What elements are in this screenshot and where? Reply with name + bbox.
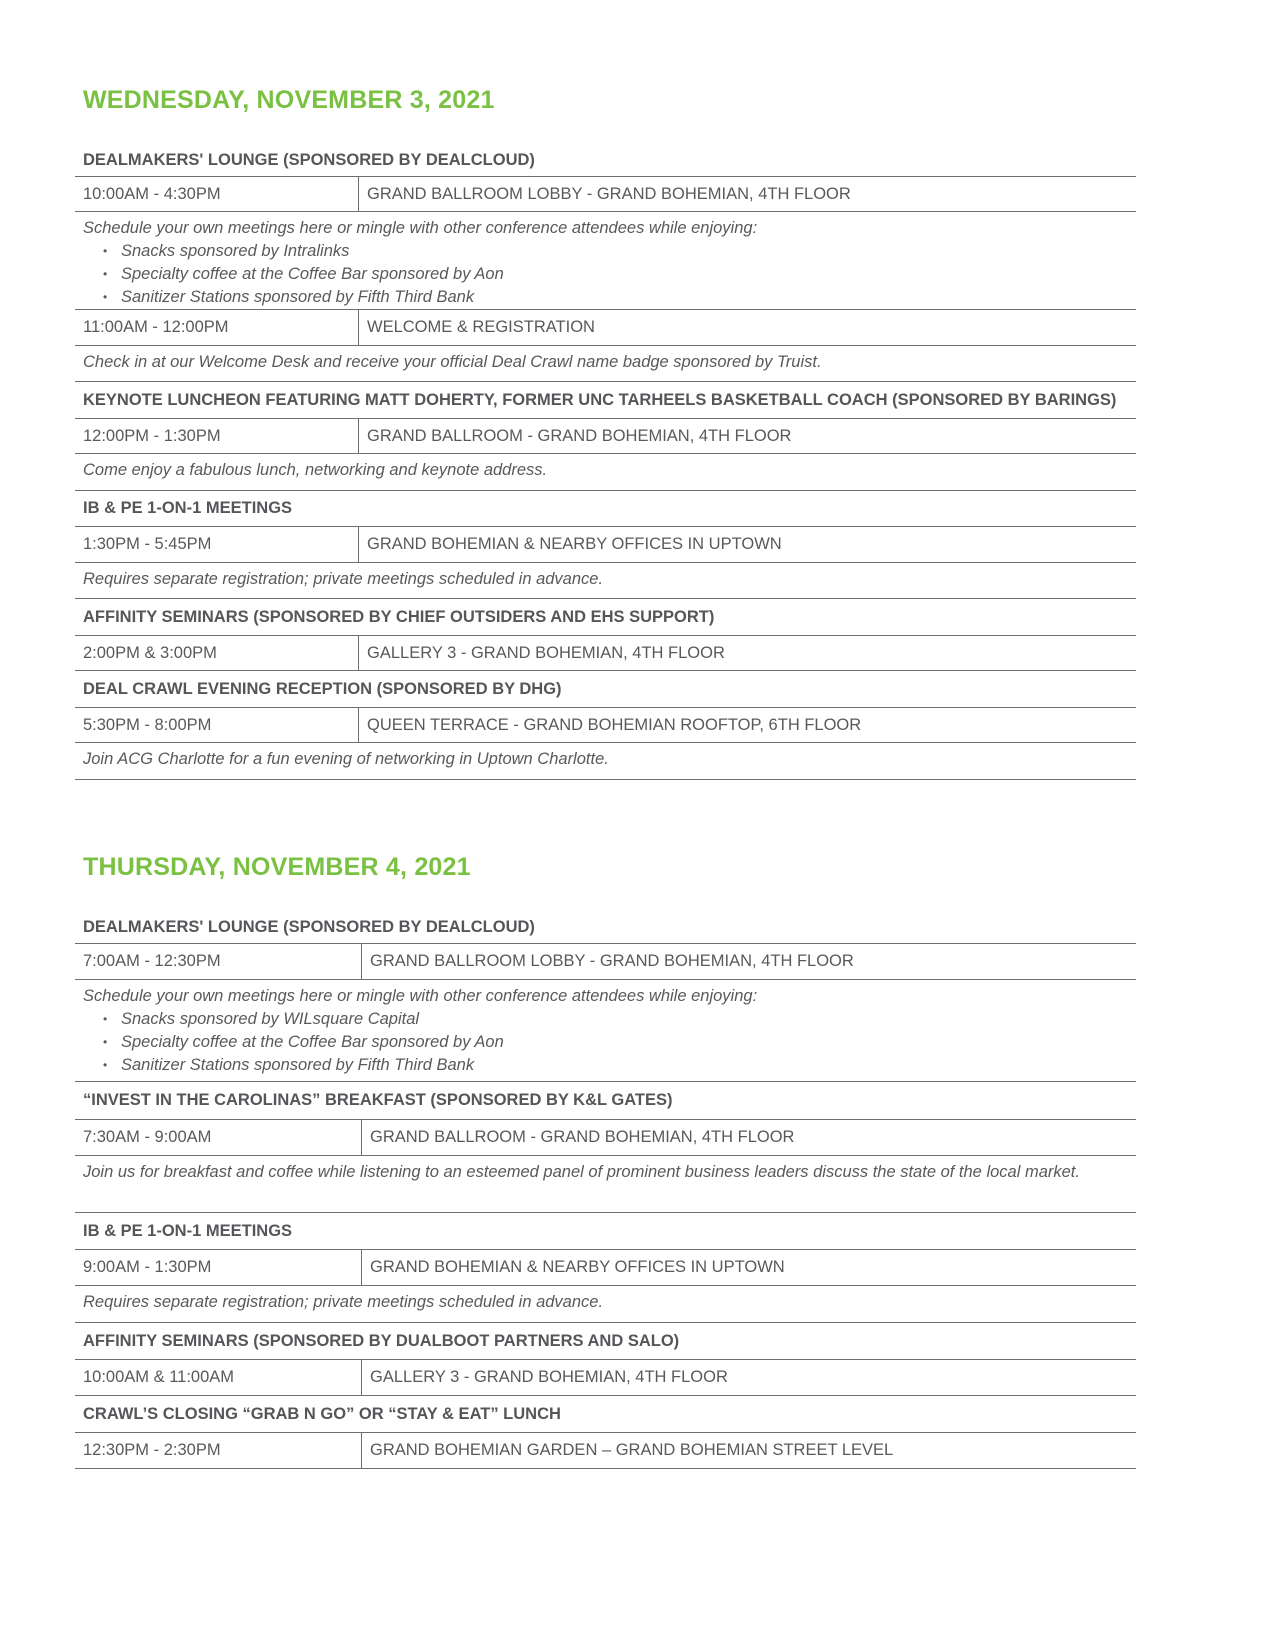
time-location-row [75, 419, 1136, 454]
time-cell: 7:30AM - 9:00AM [75, 1120, 362, 1155]
bullet-item: • Snacks sponsored by WILsquare Capital [103, 1008, 1128, 1031]
description [75, 212, 1136, 310]
section-title: AFFINITY SEMINARS (SPONSORED BY DUALBOOT PARTNERS AND SALO) [75, 1323, 1136, 1360]
location-cell: GALLERY 3 - GRAND BOHEMIAN, 4TH FLOOR [370, 1368, 728, 1386]
bullet-item: • Sanitizer Stations sponsored by Fifth Third Bank [103, 1054, 1128, 1077]
description: Join ACG Charlotte for a fun evening of networking in Uptown Charlotte. [75, 743, 1136, 780]
description: Requires separate registration; private meetings scheduled in advance. [75, 563, 1136, 599]
section-title: DEAL CRAWL EVENING RECEPTION (SPONSORED BY DHG) [75, 671, 1136, 708]
time-cell: 10:00AM & 11:00AM [75, 1360, 362, 1395]
time-cell: 10:00AM - 4:30PM [75, 177, 359, 211]
time-location-row [75, 177, 1136, 212]
description-text: Schedule your own meetings here or mingle with other conference attendees while enjoying: [83, 219, 758, 237]
time-location-row [75, 1433, 1136, 1469]
description: Check in at our Welcome Desk and receive your official Deal Crawl name badge sponsored by Truist. [75, 346, 1136, 382]
time-cell: 12:30PM - 2:30PM [75, 1433, 362, 1468]
bullet-item: • Specialty coffee at the Coffee Bar sponsored by Aon [103, 1031, 1128, 1054]
description: Come enjoy a fabulous lunch, networking and keynote address. [75, 454, 1136, 491]
section-title: “INVEST IN THE CAROLINAS” BREAKFAST (SPONSORED BY K&L GATES) [75, 1082, 1136, 1120]
day-heading-thursday: THURSDAY, NOVEMBER 4, 2021 [83, 853, 471, 881]
time-location-row [75, 636, 1136, 671]
time-cell: 9:00AM - 1:30PM [75, 1250, 362, 1285]
location-cell: GRAND BOHEMIAN GARDEN – GRAND BOHEMIAN STREET LEVEL [370, 1441, 894, 1459]
location-cell: GRAND BALLROOM LOBBY - GRAND BOHEMIAN, 4TH FLOOR [370, 952, 854, 970]
description [75, 980, 1136, 1082]
time-location-row [75, 310, 1136, 346]
time-cell: 5:30PM - 8:00PM [75, 708, 359, 742]
bullet-item: • Sanitizer Stations sponsored by Fifth Third Bank [103, 286, 1128, 309]
time-location-row [75, 1250, 1136, 1286]
location-cell: GRAND BOHEMIAN & NEARBY OFFICES IN UPTOWN [370, 1258, 785, 1276]
section-title: DEALMAKERS' LOUNGE (SPONSORED BY DEALCLOUD) [75, 911, 1136, 944]
time-location-row [75, 944, 1136, 980]
section-title: AFFINITY SEMINARS (SPONSORED BY CHIEF OUTSIDERS AND EHS SUPPORT) [75, 599, 1136, 636]
bullet-list [83, 1008, 1128, 1077]
time-cell: 2:00PM & 3:00PM [75, 636, 359, 670]
section-title: DEALMAKERS' LOUNGE (SPONSORED BY DEALCLOUD) [75, 144, 1136, 177]
time-cell: 1:30PM - 5:45PM [75, 527, 359, 562]
time-location-row [75, 527, 1136, 563]
time-cell: 12:00PM - 1:30PM [75, 419, 359, 453]
wednesday-schedule-table [75, 144, 1136, 780]
time-location-row [75, 708, 1136, 743]
bullet-list [83, 240, 1128, 309]
time-cell: 7:00AM - 12:30PM [75, 944, 362, 979]
description-text: Schedule your own meetings here or mingle with other conference attendees while enjoying: [83, 987, 758, 1005]
section-title: IB & PE 1-ON-1 MEETINGS [75, 491, 1136, 527]
location-cell: WELCOME & REGISTRATION [367, 318, 595, 336]
location-cell: GRAND BOHEMIAN & NEARBY OFFICES IN UPTOWN [367, 535, 782, 553]
day-heading-wednesday: WEDNESDAY, NOVEMBER 3, 2021 [83, 86, 495, 114]
bullet-item: • Specialty coffee at the Coffee Bar sponsored by Aon [103, 263, 1128, 286]
section-title: IB & PE 1-ON-1 MEETINGS [75, 1213, 1136, 1250]
section-title: KEYNOTE LUNCHEON FEATURING MATT DOHERTY, FORMER UNC TARHEELS BASKETBALL COACH (SPONSORED BY BARINGS) [75, 382, 1136, 419]
location-cell: GRAND BALLROOM - GRAND BOHEMIAN, 4TH FLOOR [367, 426, 792, 445]
time-location-row [75, 1360, 1136, 1396]
description: Requires separate registration; private meetings scheduled in advance. [75, 1286, 1136, 1323]
location-cell: GALLERY 3 - GRAND BOHEMIAN, 4TH FLOOR [367, 643, 725, 662]
thursday-schedule-table [75, 911, 1136, 1469]
bullet-item: • Snacks sponsored by Intralinks [103, 240, 1128, 263]
description: Join us for breakfast and coffee while listening to an esteemed panel of prominent business leaders discuss the state of the local market. [75, 1156, 1136, 1213]
time-location-row [75, 1120, 1136, 1156]
section-title: CRAWL’S CLOSING “GRAB N GO” OR “STAY & EAT” LUNCH [75, 1396, 1136, 1433]
location-cell: GRAND BALLROOM LOBBY - GRAND BOHEMIAN, 4TH FLOOR [367, 184, 851, 203]
time-cell: 11:00AM - 12:00PM [75, 310, 359, 345]
location-cell: GRAND BALLROOM - GRAND BOHEMIAN, 4TH FLOOR [370, 1128, 795, 1146]
location-cell: QUEEN TERRACE - GRAND BOHEMIAN ROOFTOP, 6TH FLOOR [367, 715, 862, 734]
